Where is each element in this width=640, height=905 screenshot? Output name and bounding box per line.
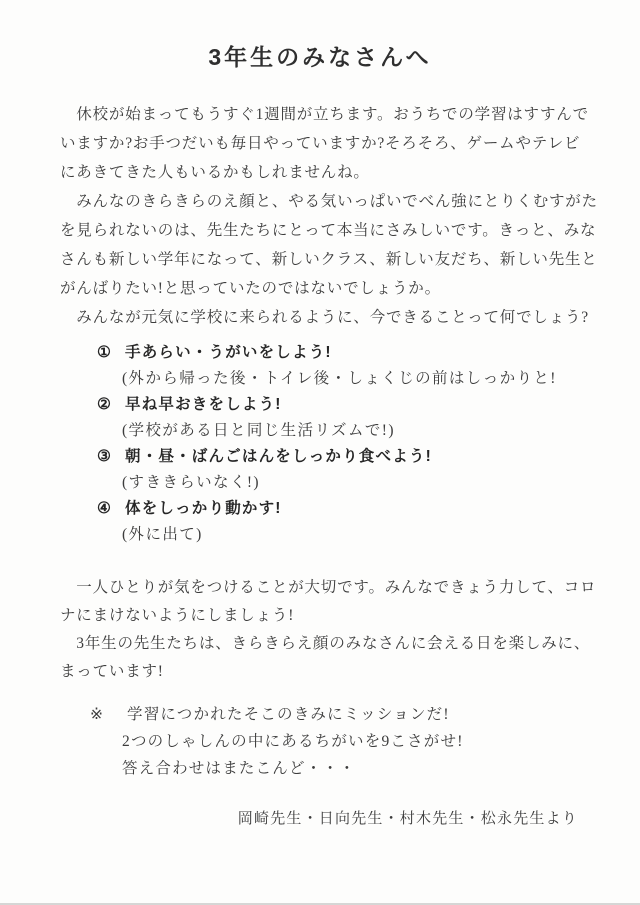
checklist-item-heading xyxy=(97,496,640,522)
page-title: 3年生のみなさんへ xyxy=(208,44,432,70)
checklist-item-note: (すききらいなく!) xyxy=(122,474,260,491)
paragraph-line: ナにまけないようにしましょう! xyxy=(60,607,295,624)
checklist-item xyxy=(97,444,640,496)
paragraph-line: を見られないのは、先生たちにとって本当にさみしいです。きっと、みな xyxy=(60,222,597,239)
circled-number-icon: ④ xyxy=(97,500,113,517)
signature: 岡崎先生・日向先生・村木先生・松永先生より xyxy=(237,811,578,827)
checklist-item-heading-text: 朝・昼・ばんごはんをしっかり食べよう! xyxy=(125,448,432,465)
checklist-item-heading xyxy=(97,340,640,366)
checklist-item-heading-text: 手あらい・うがいをしよう! xyxy=(125,344,332,361)
circled-number-icon: ② xyxy=(97,396,113,413)
checklist-item xyxy=(97,496,640,548)
checklist-item xyxy=(97,392,640,444)
paragraph-line: みんなのきらきらのえ顔と、やる気いっぱいでべん強にとりくむすがた xyxy=(60,193,598,210)
mission-line-text: 学習につかれたそこのきみにミッションだ! xyxy=(127,706,450,723)
paragraph-line: みんなが元気に学校に来られるように、今できることって何でしょう? xyxy=(60,309,589,326)
checklist xyxy=(97,340,640,548)
checklist-item-note: (学校がある日と同じ生活リズムで!) xyxy=(122,422,395,439)
checklist-item-heading-text: 体をしっかり動かす! xyxy=(125,500,282,517)
checklist-item xyxy=(97,340,640,392)
reference-mark-icon: ※ xyxy=(90,706,105,723)
checklist-item-heading xyxy=(97,392,640,418)
paragraph-line: 一人ひとりが気をつけることが大切です。みんなできょう力して、コロ xyxy=(60,579,597,596)
paragraph-line: まっています! xyxy=(60,663,164,680)
paragraph-line: 休校が始まってもうすぐ1週間が立ちます。おうちでの学習はすすんで xyxy=(60,106,589,123)
paragraph-line: がんばりたい!と思っていたのではないでしょうか。 xyxy=(60,280,441,297)
paragraph-line: さんも新しい学年になって、新しいクラス、新しい友だち、新しい先生と xyxy=(60,251,598,268)
mission-note xyxy=(90,701,640,782)
paragraph-line: 3年生の先生たちは、きらきらえ顔のみなさんに会える日を楽しみに、 xyxy=(60,635,591,652)
paragraph-line: にあきてきた人もいるかもしれませんね。 xyxy=(60,164,370,181)
circled-number-icon: ③ xyxy=(97,448,113,465)
checklist-item-heading xyxy=(97,444,640,470)
letter-closing xyxy=(60,574,640,686)
paragraph-line: いますか?お手つだいも毎日やっていますか?そろそろ、ゲームやテレビ xyxy=(60,135,581,152)
checklist-item-note: (外に出て) xyxy=(122,526,203,543)
mission-line: 2つのしゃしんの中にあるちがいを9こさがせ! xyxy=(122,733,464,750)
mission-line: 答え合わせはまたこんど・・・ xyxy=(122,760,356,777)
checklist-item-heading-text: 早ね早おきをしよう! xyxy=(125,396,282,413)
checklist-item-note: (外から帰った後・トイレ後・しょくじの前はしっかりと! xyxy=(122,370,557,387)
circled-number-icon: ① xyxy=(97,344,113,361)
letter-opening xyxy=(60,100,640,332)
mission-line xyxy=(90,701,640,728)
